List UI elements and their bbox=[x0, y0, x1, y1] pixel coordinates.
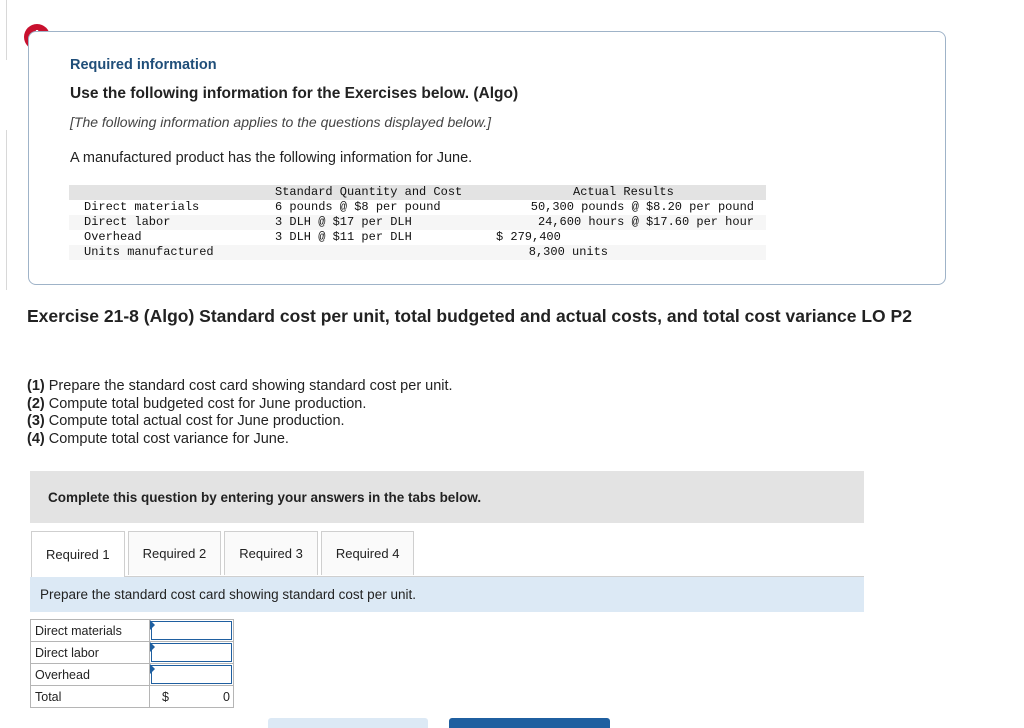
total-currency-cell bbox=[150, 686, 234, 708]
step-number: (2) bbox=[27, 395, 45, 412]
tab-required-3[interactable]: Required 3 bbox=[224, 531, 318, 575]
step-text: Compute total actual cost for June production. bbox=[48, 413, 345, 430]
input-marker-icon bbox=[150, 642, 155, 652]
tab-required-4[interactable]: Required 4 bbox=[321, 531, 415, 575]
step-number: (1) bbox=[27, 378, 45, 394]
list-item bbox=[27, 431, 453, 449]
table-row bbox=[31, 642, 320, 664]
standards-table-header bbox=[69, 185, 766, 200]
table-row bbox=[69, 245, 766, 260]
step-text: Compute total cost variance for June. bbox=[48, 430, 289, 447]
required-info-heading: Required information bbox=[70, 57, 217, 73]
table-row bbox=[69, 200, 766, 215]
actual-value: 50,300 pounds @ $8.20 per pound bbox=[530, 200, 754, 214]
next-button[interactable] bbox=[449, 718, 610, 728]
standard-value: 6 pounds @ $8 per pound bbox=[275, 200, 441, 214]
table-row bbox=[69, 215, 766, 230]
tab-required-2[interactable]: Required 2 bbox=[128, 531, 222, 575]
direct-labor-input[interactable] bbox=[151, 643, 232, 662]
required-information-box bbox=[28, 31, 946, 285]
overhead-cell bbox=[150, 664, 234, 686]
direct-labor-cell bbox=[150, 642, 234, 664]
instructions-heading: Use the following information for the Exercises below. (Algo) bbox=[70, 85, 519, 102]
total-value: 0 bbox=[223, 690, 230, 704]
column-header-actual: Actual Results bbox=[573, 185, 674, 199]
table-row bbox=[31, 664, 320, 686]
column-header-standard: Standard Quantity and Cost bbox=[275, 185, 463, 199]
direct-materials-input[interactable] bbox=[151, 621, 232, 640]
list-item bbox=[27, 378, 453, 396]
row-label: Units manufactured bbox=[84, 245, 214, 259]
step-number: (3) bbox=[27, 413, 45, 430]
applies-note: [The following information applies to the questions displayed below.] bbox=[70, 114, 492, 130]
exercise-steps bbox=[27, 378, 453, 448]
list-item bbox=[27, 396, 453, 414]
standard-value: 3 DLH @ $11 per DLH bbox=[275, 230, 412, 244]
total-currency: $ bbox=[162, 690, 169, 704]
step-text: Prepare the standard cost card showing standard cost per unit. bbox=[48, 378, 453, 394]
prev-button[interactable] bbox=[268, 718, 428, 728]
actual-value: 24,600 hours @ $17.60 per hour bbox=[537, 215, 754, 229]
row-label: Direct labor bbox=[84, 215, 171, 229]
cost-label: Direct materials bbox=[31, 620, 150, 642]
list-item bbox=[27, 413, 453, 431]
overhead-input[interactable] bbox=[151, 665, 232, 684]
step-number: (4) bbox=[27, 430, 45, 447]
standard-cost-card bbox=[30, 619, 320, 708]
row-label: Direct materials bbox=[84, 200, 200, 214]
table-row bbox=[31, 620, 320, 642]
cost-label: Overhead bbox=[31, 664, 150, 686]
actual-value: $ 279,400 bbox=[496, 230, 561, 244]
input-marker-icon bbox=[150, 620, 155, 630]
tab-bar bbox=[31, 531, 417, 577]
left-edge-divider bbox=[0, 0, 7, 60]
actual-value: 8,300 units bbox=[528, 245, 608, 259]
left-edge-divider bbox=[0, 130, 7, 290]
question-prompt: Prepare the standard cost card showing standard cost per unit. bbox=[30, 577, 864, 612]
table-row bbox=[69, 230, 766, 245]
standards-table bbox=[69, 185, 766, 260]
total-label: Total bbox=[31, 686, 150, 708]
product-intro: A manufactured product has the following information for June. bbox=[70, 150, 473, 166]
input-marker-icon bbox=[150, 664, 155, 674]
instructions-banner: Complete this question by entering your answers in the tabs below. bbox=[30, 471, 864, 523]
direct-materials-cell bbox=[150, 620, 234, 642]
standard-value: 3 DLH @ $17 per DLH bbox=[275, 215, 412, 229]
cost-label: Direct labor bbox=[31, 642, 150, 664]
step-text: Compute total budgeted cost for June production. bbox=[48, 395, 367, 412]
table-row bbox=[31, 686, 320, 708]
tab-required-1[interactable]: Required 1 bbox=[31, 531, 125, 577]
row-label: Overhead bbox=[84, 230, 142, 244]
exercise-title: Exercise 21-8 (Algo) Standard cost per unit, total budgeted and actual costs, and total cost variance LO P2 bbox=[27, 306, 912, 326]
